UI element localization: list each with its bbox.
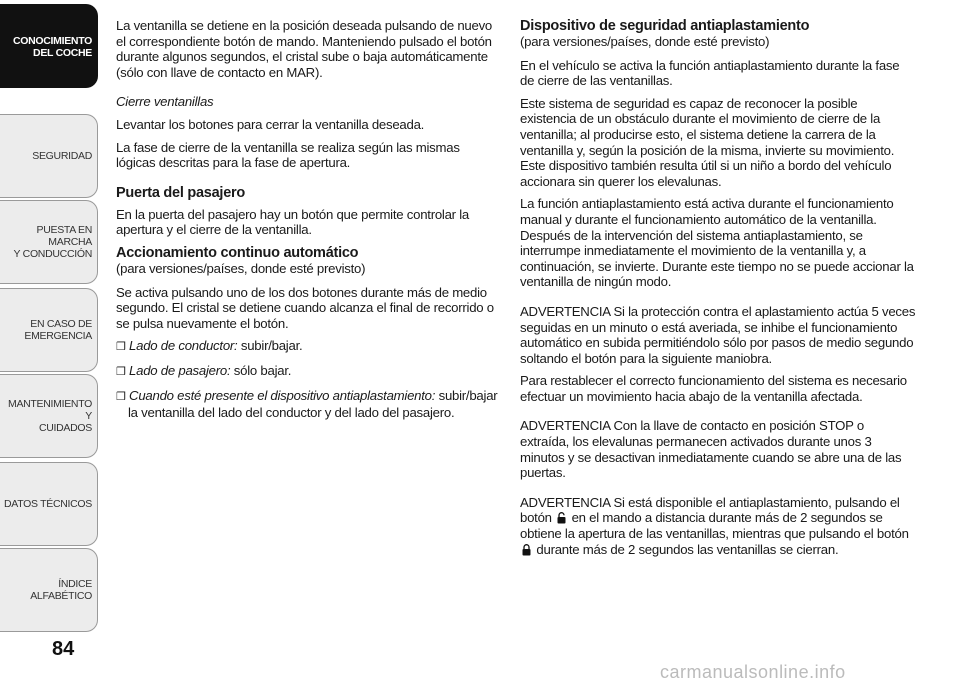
warning-text: ADVERTENCIA Si está disponible el antiaplastamiento, pulsando el botón: [520, 494, 900, 526]
paragraph: En el vehículo se activa la función antiaplastamiento durante la fase de cierre de las ventanillas.: [520, 57, 900, 89]
tab-seguridad[interactable]: SEGURIDAD: [0, 114, 98, 198]
bullet-square-icon: ❒: [116, 365, 126, 378]
tab-indice-alfabetico[interactable]: ÍNDICE ALFABÉTICO: [0, 548, 98, 632]
paragraph: En la puerta del pasajero hay un botón que permite controlar la apertura y el cierre de la ventanilla.: [116, 206, 470, 238]
warning-text: durante más de 2 segundos las ventanillas se cierran.: [533, 541, 839, 557]
paragraph: La fase de cierre de la ventanilla se realiza según las mismas lógicas descritas para la fase de apertura.: [116, 139, 460, 171]
warning-paragraph: ADVERTENCIA Con la llave de contacto en posición STOP o extraída, los elevalunas permanecen activados durante unos 3 minutos y se desactivan inmediatamente cuando se abre una de las puertas.: [520, 418, 902, 481]
list-item-label: Lado de conductor:: [129, 338, 238, 354]
tab-puesta-en-marcha[interactable]: PUESTA EN MARCHA Y CONDUCCIÓN: [0, 200, 98, 284]
tab-mantenimiento[interactable]: MANTENIMIENTO Y CUIDADOS: [0, 374, 98, 458]
paragraph: Este sistema de seguridad es capaz de reconocer la posible existencia de un obstáculo durante el movimiento de cierre de la ventanilla; al producirse esto, el sistema detiene la carrera de la ventanilla y, según la posición de la misma, invierte su movimiento. Este dispositivo también resulta útil si un niño a bordo del vehículo accionara sin querer los elevalunas.: [520, 95, 895, 189]
bullet-square-icon: ❒: [116, 390, 126, 403]
section-heading: Puerta del pasajero: [116, 184, 246, 201]
paragraph: Para restablecer el correcto funcionamiento del sistema es necesario efectuar un movimiento hacia abajo de la ventanilla afectada.: [520, 373, 907, 404]
unlock-icon: [557, 512, 566, 524]
section-heading: Dispositivo de seguridad antiaplastamiento: [520, 18, 810, 34]
right-column: [520, 18, 916, 564]
paragraph: Levantar los botones para cerrar la ventanilla deseada.: [116, 116, 425, 132]
lock-icon: [522, 544, 531, 556]
paragraph: La función antiaplastamiento está activa durante el funcionamiento manual y durante el funcionamiento automático de la ventanilla. Después de la intervención del sistema antiaplastamiento, se interrumpe inmediatamente el movimiento de la ventanilla y, a continuación, se invierte. Durante este tiempo no se puede accionar la ventanilla de ningún modo.: [520, 196, 914, 290]
warning-paragraph: [520, 495, 916, 557]
section-note: (para versiones/países, donde esté previsto): [116, 260, 366, 276]
list-item-label: Cuando esté presente el dispositivo antiaplastamiento:: [129, 387, 436, 403]
page-number: 84: [52, 638, 75, 660]
warning-text: en el mando a distancia durante más de 2 segundos se obtiene la apertura de las ventanillas, mientras que pulsando el botón: [520, 510, 909, 542]
tab-conocimiento-del-coche[interactable]: CONOCIMIENTO DEL COCHE: [0, 4, 98, 88]
list-item-label: Lado de pasajero:: [129, 362, 231, 378]
warning-paragraph: ADVERTENCIA Si la protección contra el aplastamiento actúa 5 veces seguidas en un minuto o está averiada, se inhibe el funcionamiento automático en subida permitiéndolo sólo por pasos de medio segundo soltando el botón para la siguiente maniobra.: [520, 303, 916, 366]
list-item-text: subir/bajar la ventanilla del lado del conductor y del lado del pasajero.: [128, 387, 498, 421]
paragraph: Se activa pulsando uno de los dos botones durante más de medio segundo. El cristal se detiene cuando alcanza el final de recorrido o se pulsa nuevamente el botón.: [116, 284, 494, 331]
section-note: (para versiones/países, donde esté previsto): [520, 34, 770, 49]
list-item: [116, 388, 498, 421]
tab-en-caso-de-emergencia[interactable]: EN CASO DE EMERGENCIA: [0, 288, 98, 372]
paragraph: La ventanilla se detiene en la posición deseada pulsando de nuevo el correspondiente botón de mando. Manteniendo pulsado el botón durante algunos segundos, el cristal sube o baja automáticamente (sólo con llave de contacto en MAR).: [116, 18, 493, 80]
watermark: carmanualsonline.info: [660, 662, 846, 682]
tab-datos-tecnicos[interactable]: DATOS TÉCNICOS: [0, 462, 98, 546]
list-item: [116, 363, 498, 381]
section-heading: Accionamiento continuo automático: [116, 244, 359, 261]
left-column: [116, 18, 498, 428]
list-item-text: sólo bajar.: [230, 362, 292, 378]
bullet-square-icon: ❒: [116, 341, 126, 354]
list-item: [116, 338, 498, 356]
section-subtitle: Cierre ventanillas: [116, 94, 214, 110]
list-item-text: subir/bajar.: [237, 338, 303, 354]
